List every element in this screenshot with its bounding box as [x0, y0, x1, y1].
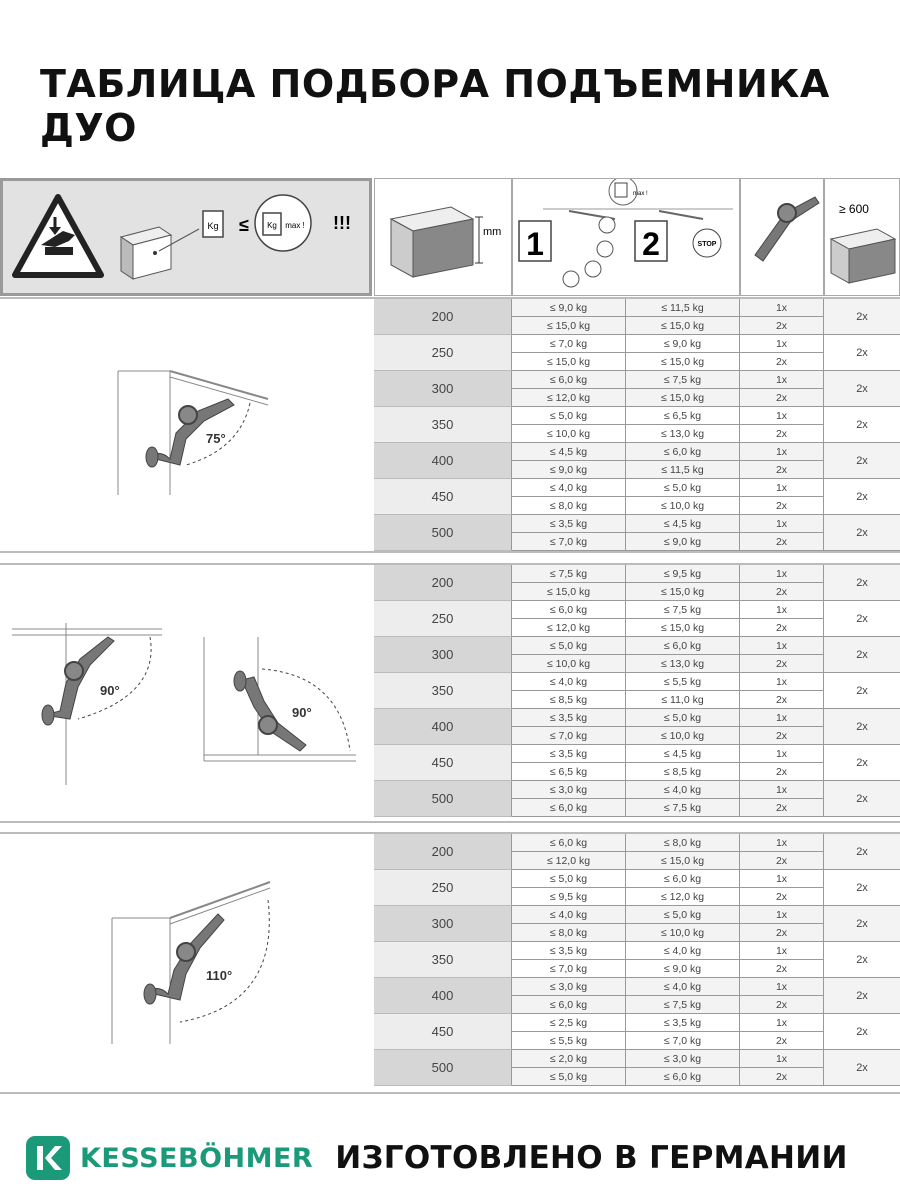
mode2-double-cell: ≤ 8,5 kg	[626, 763, 740, 781]
lift-count-single-cell: 1x	[740, 637, 824, 655]
table-row	[374, 637, 900, 673]
svg-text:max !: max !	[633, 191, 648, 197]
lift-count-double-cell: 2x	[740, 655, 824, 673]
lift-count-single-cell: 1x	[740, 781, 824, 799]
mode2-single-cell: ≤ 6,5 kg	[626, 407, 740, 425]
header-lift-count-cell	[740, 178, 824, 296]
mode2-single-cell: ≤ 9,0 kg	[626, 335, 740, 353]
flap-110-diagram	[112, 882, 270, 1044]
mode2-single-cell: ≤ 7,5 kg	[626, 371, 740, 389]
lift-count-single-cell: 1x	[740, 673, 824, 691]
lift-count-single-cell: 1x	[740, 565, 824, 583]
lift-count-double-cell: 2x	[740, 691, 824, 709]
hand-crush-warning-icon	[15, 197, 101, 275]
mode2-single-cell: ≤ 5,0 kg	[626, 479, 740, 497]
cabinet-height-cell: 400	[374, 709, 512, 745]
cabinet-height-cell: 300	[374, 906, 512, 942]
stop-icon	[693, 229, 721, 257]
lift-count-single-cell: 1x	[740, 407, 824, 425]
cabinet-height-cell: 250	[374, 335, 512, 371]
lift-count-single-cell: 1x	[740, 335, 824, 353]
cabinet-height-cell: 350	[374, 673, 512, 709]
mode2-double-cell: ≤ 11,5 kg	[626, 461, 740, 479]
lift-count-double-cell: 2x	[740, 924, 824, 942]
mode1-double-cell: ≤ 9,0 kg	[512, 461, 626, 479]
mode1-single-cell: ≤ 4,0 kg	[512, 479, 626, 497]
wide-cabinet-count-cell: 2x	[824, 978, 900, 1014]
cabinet-height-cell: 500	[374, 781, 512, 817]
cabinet-height-cell: 200	[374, 565, 512, 601]
mode1-double-cell: ≤ 7,0 kg	[512, 960, 626, 978]
illustration-75	[0, 299, 372, 551]
mode1-double-cell: ≤ 12,0 kg	[512, 852, 626, 870]
lift-count-double-cell: 2x	[740, 389, 824, 407]
lift-count-double-cell: 2x	[740, 1068, 824, 1086]
cabinet-height-cell: 500	[374, 1050, 512, 1086]
mode1-double-cell: ≤ 5,5 kg	[512, 1032, 626, 1050]
table-row	[374, 834, 900, 870]
table-header	[0, 178, 900, 298]
mode1-double-cell: ≤ 8,5 kg	[512, 691, 626, 709]
mode2-single-cell: ≤ 6,0 kg	[626, 870, 740, 888]
lift-count-double-cell: 2x	[740, 799, 824, 817]
table-row	[374, 978, 900, 1014]
mode2-double-cell: ≤ 10,0 kg	[626, 924, 740, 942]
lift-count-single-cell: 1x	[740, 906, 824, 924]
angle-label-b: 90°	[292, 705, 312, 720]
lift-count-double-cell: 2x	[740, 727, 824, 745]
lift-count-single-cell: 1x	[740, 515, 824, 533]
footer	[26, 1136, 848, 1180]
mode1-double-cell: ≤ 12,0 kg	[512, 619, 626, 637]
wide-cabinet-icon	[825, 179, 899, 295]
table-row	[374, 1050, 900, 1086]
mode2-single-cell: ≤ 11,5 kg	[626, 299, 740, 317]
mode1-double-cell: ≤ 10,0 kg	[512, 425, 626, 443]
table-row	[374, 673, 900, 709]
mode1-single-cell: ≤ 3,5 kg	[512, 709, 626, 727]
wide-cabinet-count-cell: 2x	[824, 673, 900, 709]
lift-count-double-cell: 2x	[740, 763, 824, 781]
illustration-110	[0, 834, 372, 1092]
svg-text:STOP: STOP	[697, 241, 717, 248]
mode2-single-cell: ≤ 5,0 kg	[626, 906, 740, 924]
mode1-single-cell: ≤ 4,0 kg	[512, 673, 626, 691]
table-row	[374, 443, 900, 479]
mode2-double-cell: ≤ 15,0 kg	[626, 353, 740, 371]
lift-count-double-cell: 2x	[740, 619, 824, 637]
cabinet-height-cell: 400	[374, 978, 512, 1014]
table-row	[374, 601, 900, 637]
mode2-single-cell: ≤ 8,0 kg	[626, 834, 740, 852]
mode1-single-cell: ≤ 3,5 kg	[512, 942, 626, 960]
angle-label: 90°	[100, 683, 120, 698]
mode1-single-cell: ≤ 6,0 kg	[512, 834, 626, 852]
mode2-single-cell: ≤ 6,0 kg	[626, 637, 740, 655]
wide-cabinet-count-cell: 2x	[824, 335, 900, 371]
brand-name: KESSEBÖHMER	[80, 1142, 314, 1174]
mode1-single-cell: ≤ 9,0 kg	[512, 299, 626, 317]
lift-count-double-cell: 2x	[740, 533, 824, 551]
table-row	[374, 299, 900, 335]
wide-cabinet-count-cell: 2x	[824, 870, 900, 906]
mode2-double-cell: ≤ 10,0 kg	[626, 727, 740, 745]
mode2-single-cell: ≤ 4,0 kg	[626, 942, 740, 960]
wide-cabinet-count-cell: 2x	[824, 601, 900, 637]
svg-text:Kg: Kg	[267, 221, 277, 230]
lift-count-double-cell: 2x	[740, 960, 824, 978]
wide-cabinet-count-cell: 2x	[824, 299, 900, 335]
mode1-double-cell: ≤ 15,0 kg	[512, 353, 626, 371]
table-row	[374, 1014, 900, 1050]
header-wide-cell	[824, 178, 900, 296]
option-one-box	[519, 221, 551, 262]
mode2-single-cell: ≤ 4,0 kg	[626, 978, 740, 996]
mode2-double-cell: ≤ 7,5 kg	[626, 799, 740, 817]
wide-cabinet-count-cell: 2x	[824, 479, 900, 515]
pause-positions-icon	[563, 217, 615, 287]
lift-count-single-cell: 1x	[740, 709, 824, 727]
table-row	[374, 781, 900, 817]
mode2-double-cell: ≤ 9,0 kg	[626, 533, 740, 551]
flap-75-diagram	[118, 371, 268, 495]
table-row	[374, 565, 900, 601]
wide-cabinet-count-cell: 2x	[824, 371, 900, 407]
min-width-label: ≥ 600	[839, 202, 869, 216]
mode1-double-cell: ≤ 7,0 kg	[512, 727, 626, 745]
cabinet-height-cell: 450	[374, 479, 512, 515]
mode1-double-cell: ≤ 15,0 kg	[512, 583, 626, 601]
wide-cabinet-count-cell: 2x	[824, 834, 900, 870]
mode2-double-cell: ≤ 11,0 kg	[626, 691, 740, 709]
illustration-90	[0, 565, 372, 821]
lift-mechanism-icon	[741, 179, 823, 295]
table-row	[374, 942, 900, 978]
mode2-single-cell: ≤ 4,0 kg	[626, 781, 740, 799]
lift-count-double-cell: 2x	[740, 461, 824, 479]
mode2-single-cell: ≤ 9,5 kg	[626, 565, 740, 583]
header-depth-cell	[374, 178, 512, 296]
lift-count-single-cell: 1x	[740, 870, 824, 888]
cabinet-height-cell: 200	[374, 834, 512, 870]
cabinet-height-cell: 200	[374, 299, 512, 335]
lift-count-double-cell: 2x	[740, 888, 824, 906]
mode1-single-cell: ≤ 6,0 kg	[512, 371, 626, 389]
mode2-double-cell: ≤ 13,0 kg	[626, 425, 740, 443]
warning-illustration	[3, 181, 369, 293]
kessebohmer-logo-icon	[26, 1136, 70, 1180]
cabinet-icon	[121, 227, 199, 279]
made-in-label: ИЗГОТОВЛЕНО В ГЕРМАНИИ	[335, 1140, 848, 1176]
table-row	[374, 906, 900, 942]
wide-cabinet-count-cell: 2x	[824, 637, 900, 673]
lift-count-double-cell: 2x	[740, 852, 824, 870]
mode1-single-cell: ≤ 3,0 kg	[512, 781, 626, 799]
mode1-single-cell: ≤ 6,0 kg	[512, 601, 626, 619]
lift-count-double-cell: 2x	[740, 1032, 824, 1050]
table-row	[374, 479, 900, 515]
cabinet-height-cell: 400	[374, 443, 512, 479]
section-110	[0, 832, 900, 1094]
mode1-single-cell: ≤ 5,0 kg	[512, 407, 626, 425]
mode2-single-cell: ≤ 7,5 kg	[626, 601, 740, 619]
mode1-single-cell: ≤ 5,0 kg	[512, 870, 626, 888]
wide-cabinet-count-cell: 2x	[824, 781, 900, 817]
table-row	[374, 515, 900, 551]
mode2-double-cell: ≤ 15,0 kg	[626, 852, 740, 870]
mode2-double-cell: ≤ 7,5 kg	[626, 996, 740, 1014]
mode1-single-cell: ≤ 7,0 kg	[512, 335, 626, 353]
mode2-double-cell: ≤ 15,0 kg	[626, 317, 740, 335]
lift-count-single-cell: 1x	[740, 601, 824, 619]
mode2-double-cell: ≤ 7,0 kg	[626, 1032, 740, 1050]
mode2-single-cell: ≤ 6,0 kg	[626, 443, 740, 461]
mode2-single-cell: ≤ 5,5 kg	[626, 673, 740, 691]
table-row	[374, 870, 900, 906]
wide-cabinet-count-cell: 2x	[824, 745, 900, 781]
mode1-single-cell: ≤ 3,0 kg	[512, 978, 626, 996]
table-row	[374, 371, 900, 407]
section-90	[0, 563, 900, 823]
lift-count-single-cell: 1x	[740, 745, 824, 763]
wide-cabinet-count-cell: 2x	[824, 565, 900, 601]
weight-icon	[203, 211, 223, 237]
cabinet-height-cell: 500	[374, 515, 512, 551]
mode1-single-cell: ≤ 2,0 kg	[512, 1050, 626, 1068]
mode2-double-cell: ≤ 6,0 kg	[626, 1068, 740, 1086]
lift-count-single-cell: 1x	[740, 443, 824, 461]
wide-cabinet-count-cell: 2x	[824, 709, 900, 745]
lift-count-single-cell: 1x	[740, 1014, 824, 1032]
cabinet-height-cell: 300	[374, 371, 512, 407]
wide-cabinet-count-cell: 2x	[824, 443, 900, 479]
mode1-double-cell: ≤ 8,0 kg	[512, 497, 626, 515]
mode2-single-cell: ≤ 3,5 kg	[626, 1014, 740, 1032]
wide-cabinet-count-cell: 2x	[824, 906, 900, 942]
mode1-single-cell: ≤ 3,5 kg	[512, 515, 626, 533]
mode1-double-cell: ≤ 6,0 kg	[512, 996, 626, 1014]
lift-count-single-cell: 1x	[740, 1050, 824, 1068]
svg-text:max !: max !	[285, 221, 305, 230]
mode1-double-cell: ≤ 12,0 kg	[512, 389, 626, 407]
cabinet-height-cell: 350	[374, 942, 512, 978]
cabinet-height-cell: 250	[374, 870, 512, 906]
exclamation-marks: !!!	[333, 213, 351, 233]
angle-label: 75°	[206, 431, 226, 446]
mode2-double-cell: ≤ 15,0 kg	[626, 389, 740, 407]
angle-label: 110°	[206, 968, 233, 983]
less-equal-sign: ≤	[239, 215, 249, 235]
lift-count-single-cell: 1x	[740, 942, 824, 960]
warning-panel	[0, 178, 372, 296]
mode2-single-cell: ≤ 5,0 kg	[626, 709, 740, 727]
mode1-double-cell: ≤ 10,0 kg	[512, 655, 626, 673]
mode1-double-cell: ≤ 8,0 kg	[512, 924, 626, 942]
lift-count-double-cell: 2x	[740, 317, 824, 335]
mode1-double-cell: ≤ 6,0 kg	[512, 799, 626, 817]
lift-count-double-cell: 2x	[740, 497, 824, 515]
lift-mode-icon	[513, 179, 739, 295]
page-title: ТАБЛИЦА ПОДБОРА ПОДЪЕМНИКА ДУО	[40, 62, 830, 150]
lift-count-single-cell: 1x	[740, 978, 824, 996]
mode1-double-cell: ≤ 5,0 kg	[512, 1068, 626, 1086]
mode1-single-cell: ≤ 3,5 kg	[512, 745, 626, 763]
cabinet-height-cell: 300	[374, 637, 512, 673]
mm-label: mm	[483, 226, 502, 238]
mode1-single-cell: ≤ 7,5 kg	[512, 565, 626, 583]
lift-count-single-cell: 1x	[740, 834, 824, 852]
mode1-single-cell: ≤ 4,0 kg	[512, 906, 626, 924]
lift-count-double-cell: 2x	[740, 425, 824, 443]
lift-count-double-cell: 2x	[740, 353, 824, 371]
mode2-double-cell: ≤ 15,0 kg	[626, 583, 740, 601]
lift-count-double-cell: 2x	[740, 996, 824, 1014]
svg-text:1: 1	[526, 226, 544, 262]
wide-cabinet-count-cell: 2x	[824, 1014, 900, 1050]
wide-cabinet-count-cell: 2x	[824, 515, 900, 551]
mode1-single-cell: ≤ 4,5 kg	[512, 443, 626, 461]
section-75	[0, 297, 900, 553]
cabinet-depth-icon	[375, 179, 511, 295]
cabinet-height-cell: 250	[374, 601, 512, 637]
mode2-single-cell: ≤ 3,0 kg	[626, 1050, 740, 1068]
max-weight-icon	[255, 195, 311, 251]
svg-text:2: 2	[642, 226, 660, 262]
lift-count-single-cell: 1x	[740, 479, 824, 497]
table-row	[374, 407, 900, 443]
mode2-double-cell: ≤ 9,0 kg	[626, 960, 740, 978]
wide-cabinet-count-cell: 2x	[824, 407, 900, 443]
header-mode-cell	[512, 178, 740, 296]
mode2-single-cell: ≤ 4,5 kg	[626, 745, 740, 763]
flap-90-diagram-right	[204, 637, 356, 761]
mode2-double-cell: ≤ 13,0 kg	[626, 655, 740, 673]
mode1-double-cell: ≤ 9,5 kg	[512, 888, 626, 906]
svg-text:Kg: Kg	[207, 221, 219, 231]
lift-count-single-cell: 1x	[740, 299, 824, 317]
mode1-single-cell: ≤ 5,0 kg	[512, 637, 626, 655]
table-row	[374, 709, 900, 745]
cabinet-height-cell: 450	[374, 745, 512, 781]
cabinet-height-cell: 350	[374, 407, 512, 443]
wide-cabinet-count-cell: 2x	[824, 942, 900, 978]
mode2-double-cell: ≤ 12,0 kg	[626, 888, 740, 906]
mode2-double-cell: ≤ 15,0 kg	[626, 619, 740, 637]
mode1-double-cell: ≤ 6,5 kg	[512, 763, 626, 781]
mode2-single-cell: ≤ 4,5 kg	[626, 515, 740, 533]
flap-90-diagram-left	[12, 623, 162, 785]
mode1-double-cell: ≤ 15,0 kg	[512, 317, 626, 335]
mode2-double-cell: ≤ 10,0 kg	[626, 497, 740, 515]
lift-count-single-cell: 1x	[740, 371, 824, 389]
table-row	[374, 745, 900, 781]
wide-cabinet-count-cell: 2x	[824, 1050, 900, 1086]
lift-count-double-cell: 2x	[740, 583, 824, 601]
mode1-double-cell: ≤ 7,0 kg	[512, 533, 626, 551]
mode1-single-cell: ≤ 2,5 kg	[512, 1014, 626, 1032]
option-two-box	[635, 221, 667, 262]
table-row	[374, 335, 900, 371]
cabinet-height-cell: 450	[374, 1014, 512, 1050]
